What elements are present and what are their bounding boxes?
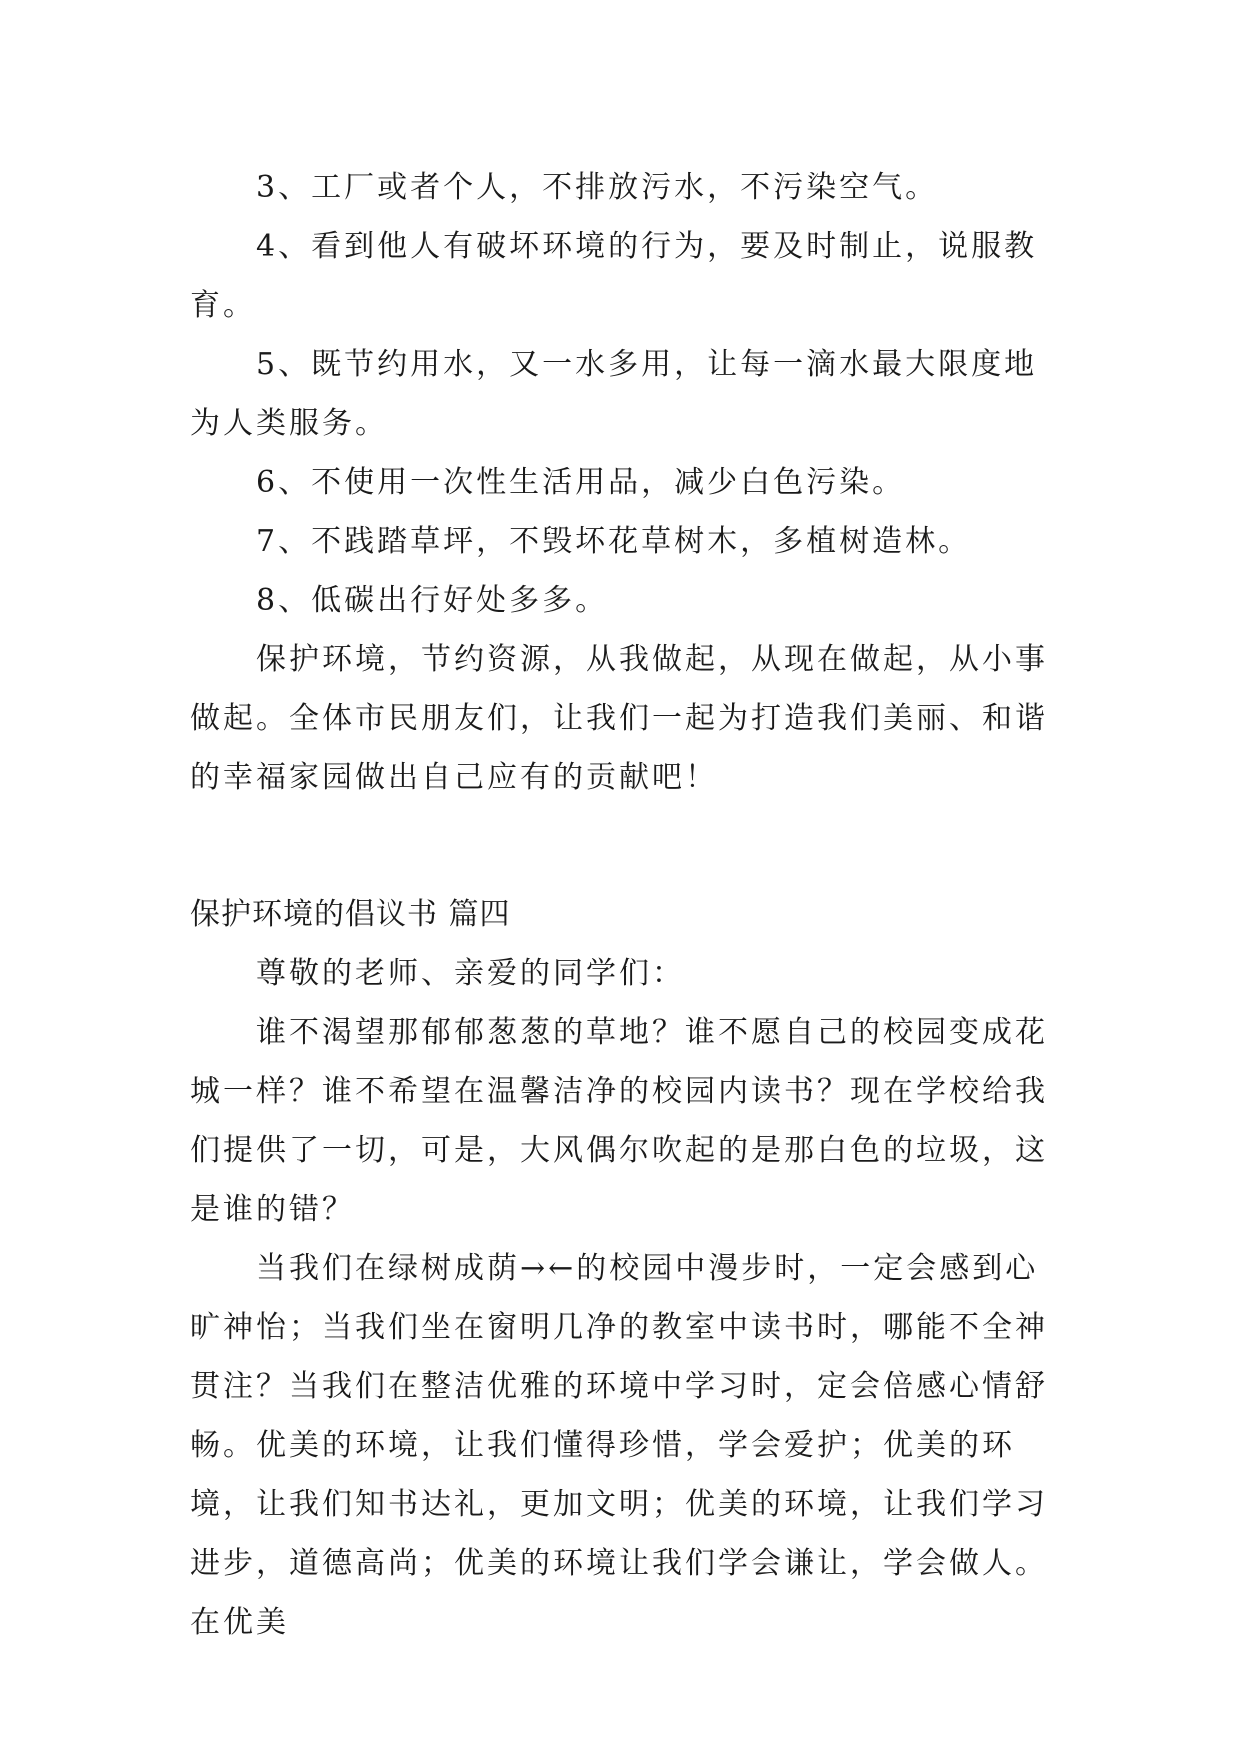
section-heading: 保护环境的倡议书 篇四 xyxy=(190,897,511,932)
closing-paragraph: 保护环境，节约资源，从我做起，从现在做起，从小事做起。全体市民朋友们，让我们一起为打造我们美丽、和谐的幸福家园做出自己应有的贡献吧！ xyxy=(190,642,1048,795)
list-item-5: 5、既节约用水，又一水多用，让每一滴水最大限度地为人类服务。 xyxy=(190,347,1038,441)
section-spacer xyxy=(190,807,1050,885)
list-item-7: 7、不践踏草坪，不毁坏花草树木，多植树造林。 xyxy=(256,524,972,559)
list-item-4: 4、看到他人有破坏环境的行为，要及时制止，说服教育。 xyxy=(190,229,1038,323)
salutation: 尊敬的老师、亲爱的同学们： xyxy=(256,956,685,991)
document-body xyxy=(190,158,1050,1652)
list-item-6: 6、不使用一次性生活用品，减少白色污染。 xyxy=(256,465,906,500)
list-item-3: 3、工厂或者个人，不排放污水，不污染空气。 xyxy=(256,170,939,205)
list-item-8: 8、低碳出行好处多多。 xyxy=(256,583,609,618)
body-paragraph-1: 谁不渴望那郁郁葱葱的草地？谁不愿自己的校园变成花城一样？谁不希望在温馨洁净的校园内读书？现在学校给我们提供了一切，可是，大风偶尔吹起的是那白色的垃圾，这是谁的错？ xyxy=(190,1015,1048,1227)
body-paragraph-2: 当我们在绿树成荫→←的校园中漫步时，一定会感到心旷神怡；当我们坐在窗明几净的教室中读书时，哪能不全神贯注？当我们在整洁优雅的环境中学习时，定会倍感心情舒畅。优美的环境，让我们懂得珍惜，学会爱护；优美的环境，让我们知书达礼，更加文明；优美的环境，让我们学习进步，道德高尚；优美的环境让我们学会谦让，学会做人。在优美 xyxy=(190,1251,1048,1640)
